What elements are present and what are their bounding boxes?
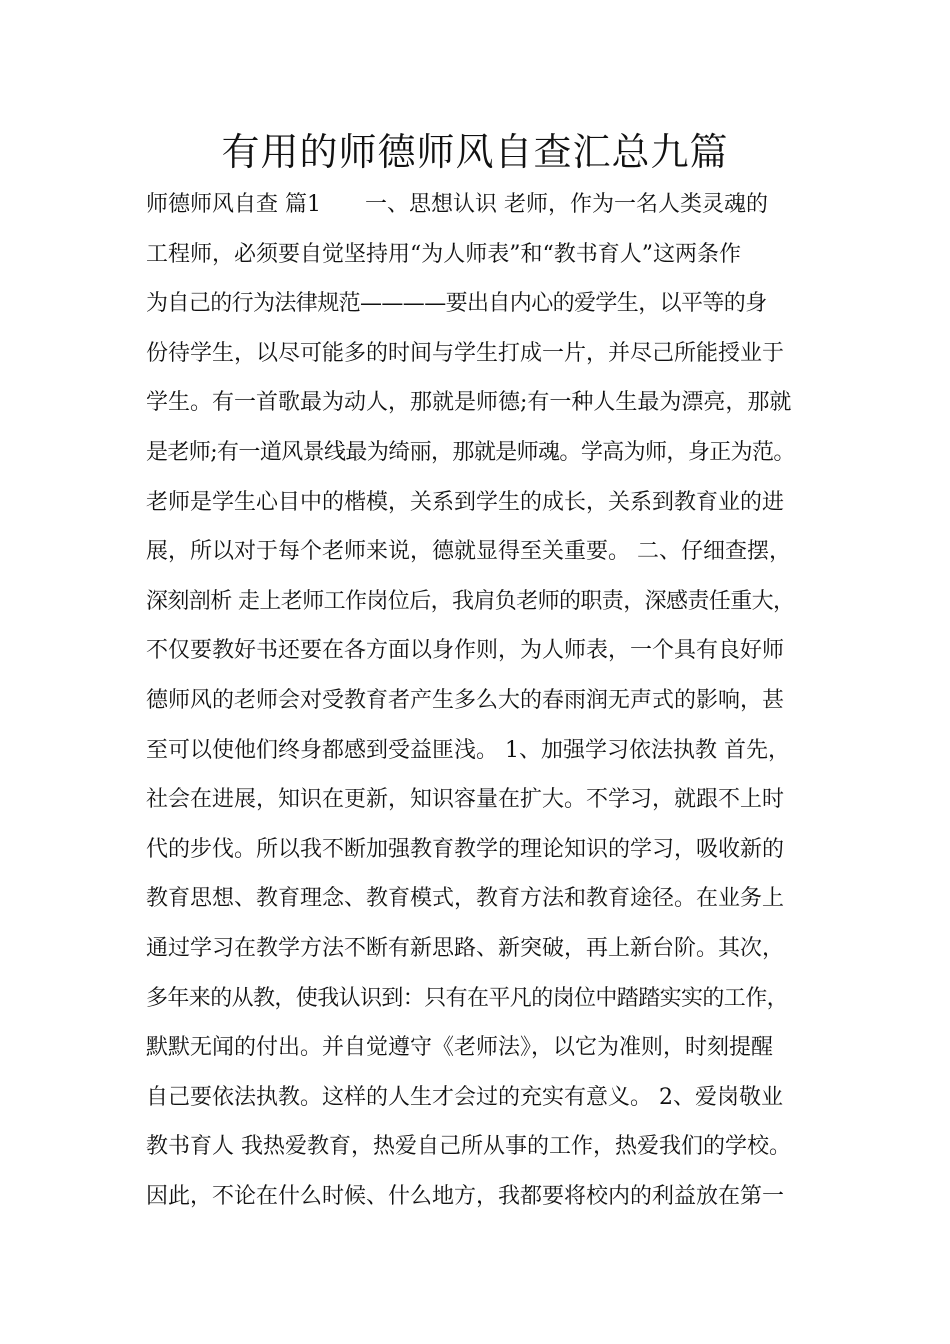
body-line: 工程师，必须要自觉坚持用“为人师表”和“教书育人”这两条作: [146, 241, 741, 267]
body-line: 师德师风自查 篇1 一、思想认识 老师，作为一名人类灵魂的: [146, 192, 768, 217]
body-line: 为自己的行为法律规范————要出自内心的爱学生，以平等的身: [146, 291, 767, 317]
body-line: 社会在进展，知识在更新，知识容量在扩大。不学习，就跟不上时: [146, 787, 785, 813]
document-body: [146, 180, 836, 1221]
body-line: 因此，不论在什么时候、什么地方，我都要将校内的利益放在第一: [146, 1183, 785, 1209]
body-line: 自己要依法执教。这样的人生才会过的充实有意义。 2、爱岗敬业: [146, 1084, 783, 1110]
body-line: 不仅要教好书还要在各方面以身作则，为人师表，一个具有良好师: [146, 638, 785, 664]
body-line: 多年来的从教，使我认识到：只有在平凡的岗位中踏踏实实的工作，: [146, 985, 789, 1011]
document-title: 有用的师德师风自查汇总九篇: [221, 130, 729, 174]
body-line: 德师风的老师会对受教育者产生多么大的春雨润无声式的影响，甚: [146, 687, 785, 713]
body-line: 学生。有一首歌最为动人，那就是师德;有一种人生最为漂亮，那就: [146, 390, 792, 416]
body-line: 教书育人 我热爱教育，热爱自己所从事的工作，热爱我们的学校。: [146, 1134, 791, 1160]
body-line: 是老师;有一道风景线最为绮丽，那就是师魂。学高为师，身正为范。: [146, 439, 795, 465]
body-line: 展，所以对于每个老师来说，德就显得至关重要。 二、仔细查摆，: [146, 539, 791, 565]
body-line: 通过学习在教学方法不断有新思路、新突破，再上新台阶。其次，: [146, 935, 785, 961]
body-line: 深刻剖析 走上老师工作岗位后，我肩负老师的职责，深感责任重大，: [146, 588, 795, 614]
body-line: 教育思想、教育理念、教育模式，教育方法和教育途径。在业务上: [146, 886, 785, 912]
body-line: 代的步伐。所以我不断加强教育教学的理论知识的学习，吸收新的: [146, 836, 785, 862]
body-line: 至可以使他们终身都感到受益匪浅。 1、加强学习依法执教 首先，: [146, 737, 790, 763]
body-line: 默默无闻的付出。并自觉遵守《老师法》，以它为准则，时刻提醒: [146, 1035, 774, 1061]
body-line: 份待学生，以尽可能多的时间与学生打成一片，并尽己所能授业于: [146, 340, 785, 366]
body-line: 老师是学生心目中的楷模，关系到学生的成长，关系到教育业的进: [146, 489, 785, 515]
